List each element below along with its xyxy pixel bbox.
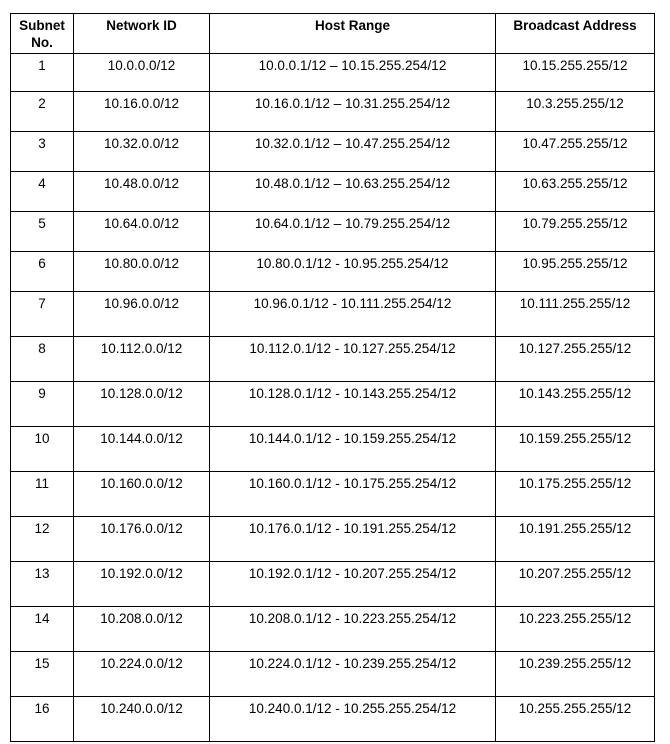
- header-host-range: Host Range: [210, 14, 496, 54]
- cell-host-range: 10.176.0.1/12 - 10.191.255.254/12: [210, 517, 496, 562]
- cell-host-range: 10.224.0.1/12 - 10.239.255.254/12: [210, 652, 496, 697]
- cell-host-range: 10.48.0.1/12 – 10.63.255.254/12: [210, 172, 496, 212]
- header-broadcast-address: Broadcast Address: [496, 14, 655, 54]
- cell-broadcast-address: 10.143.255.255/12: [496, 382, 655, 427]
- cell-broadcast-address: 10.111.255.255/12: [496, 292, 655, 337]
- table-row: [11, 172, 655, 212]
- cell-network-id: 10.160.0.0/12: [74, 472, 210, 517]
- cell-host-range: 10.112.0.1/12 - 10.127.255.254/12: [210, 337, 496, 382]
- cell-broadcast-address: 10.63.255.255/12: [496, 172, 655, 212]
- cell-subnet-no: 7: [11, 292, 74, 337]
- cell-host-range: 10.0.0.1/12 – 10.15.255.254/12: [210, 54, 496, 92]
- cell-subnet-no: 3: [11, 132, 74, 172]
- cell-broadcast-address: 10.95.255.255/12: [496, 252, 655, 292]
- table-row: [11, 652, 655, 697]
- cell-broadcast-address: 10.223.255.255/12: [496, 607, 655, 652]
- table-row: [11, 427, 655, 472]
- cell-subnet-no: 14: [11, 607, 74, 652]
- cell-network-id: 10.112.0.0/12: [74, 337, 210, 382]
- cell-host-range: 10.16.0.1/12 – 10.31.255.254/12: [210, 92, 496, 132]
- cell-broadcast-address: 10.3.255.255/12: [496, 92, 655, 132]
- table-row: [11, 517, 655, 562]
- cell-network-id: 10.48.0.0/12: [74, 172, 210, 212]
- table-row: [11, 472, 655, 517]
- cell-host-range: 10.80.0.1/12 - 10.95.255.254/12: [210, 252, 496, 292]
- table-row: [11, 697, 655, 742]
- cell-subnet-no: 11: [11, 472, 74, 517]
- table-row: [11, 337, 655, 382]
- cell-broadcast-address: 10.79.255.255/12: [496, 212, 655, 252]
- cell-broadcast-address: 10.207.255.255/12: [496, 562, 655, 607]
- cell-network-id: 10.0.0.0/12: [74, 54, 210, 92]
- cell-subnet-no: 13: [11, 562, 74, 607]
- cell-host-range: 10.144.0.1/12 - 10.159.255.254/12: [210, 427, 496, 472]
- cell-subnet-no: 2: [11, 92, 74, 132]
- header-subnet-no: Subnet No.: [11, 14, 74, 54]
- cell-network-id: 10.192.0.0/12: [74, 562, 210, 607]
- table-row: [11, 252, 655, 292]
- cell-network-id: 10.80.0.0/12: [74, 252, 210, 292]
- cell-network-id: 10.128.0.0/12: [74, 382, 210, 427]
- table-row: [11, 54, 655, 92]
- cell-host-range: 10.32.0.1/12 – 10.47.255.254/12: [210, 132, 496, 172]
- cell-network-id: 10.96.0.0/12: [74, 292, 210, 337]
- cell-network-id: 10.176.0.0/12: [74, 517, 210, 562]
- table-row: [11, 292, 655, 337]
- cell-network-id: 10.64.0.0/12: [74, 212, 210, 252]
- cell-host-range: 10.128.0.1/12 - 10.143.255.254/12: [210, 382, 496, 427]
- cell-broadcast-address: 10.127.255.255/12: [496, 337, 655, 382]
- table-row: [11, 132, 655, 172]
- cell-subnet-no: 8: [11, 337, 74, 382]
- table-row: [11, 382, 655, 427]
- cell-network-id: 10.208.0.0/12: [74, 607, 210, 652]
- cell-network-id: 10.16.0.0/12: [74, 92, 210, 132]
- cell-subnet-no: 10: [11, 427, 74, 472]
- cell-network-id: 10.240.0.0/12: [74, 697, 210, 742]
- subnet-table: [10, 13, 655, 742]
- cell-broadcast-address: 10.175.255.255/12: [496, 472, 655, 517]
- cell-network-id: 10.32.0.0/12: [74, 132, 210, 172]
- subnet-table-container: [10, 13, 654, 742]
- cell-host-range: 10.208.0.1/12 - 10.223.255.254/12: [210, 607, 496, 652]
- cell-subnet-no: 1: [11, 54, 74, 92]
- table-header-row: [11, 14, 655, 54]
- table-body: [11, 54, 655, 742]
- cell-subnet-no: 5: [11, 212, 74, 252]
- cell-broadcast-address: 10.47.255.255/12: [496, 132, 655, 172]
- cell-broadcast-address: 10.255.255.255/12: [496, 697, 655, 742]
- cell-host-range: 10.160.0.1/12 - 10.175.255.254/12: [210, 472, 496, 517]
- cell-host-range: 10.240.0.1/12 - 10.255.255.254/12: [210, 697, 496, 742]
- cell-host-range: 10.64.0.1/12 – 10.79.255.254/12: [210, 212, 496, 252]
- cell-subnet-no: 12: [11, 517, 74, 562]
- cell-broadcast-address: 10.15.255.255/12: [496, 54, 655, 92]
- cell-network-id: 10.144.0.0/12: [74, 427, 210, 472]
- header-network-id: Network ID: [74, 14, 210, 54]
- cell-network-id: 10.224.0.0/12: [74, 652, 210, 697]
- cell-broadcast-address: 10.159.255.255/12: [496, 427, 655, 472]
- cell-subnet-no: 6: [11, 252, 74, 292]
- cell-subnet-no: 9: [11, 382, 74, 427]
- cell-broadcast-address: 10.191.255.255/12: [496, 517, 655, 562]
- cell-host-range: 10.96.0.1/12 - 10.111.255.254/12: [210, 292, 496, 337]
- cell-subnet-no: 16: [11, 697, 74, 742]
- cell-subnet-no: 4: [11, 172, 74, 212]
- table-row: [11, 92, 655, 132]
- cell-broadcast-address: 10.239.255.255/12: [496, 652, 655, 697]
- cell-host-range: 10.192.0.1/12 - 10.207.255.254/12: [210, 562, 496, 607]
- cell-subnet-no: 15: [11, 652, 74, 697]
- table-row: [11, 607, 655, 652]
- table-row: [11, 562, 655, 607]
- table-row: [11, 212, 655, 252]
